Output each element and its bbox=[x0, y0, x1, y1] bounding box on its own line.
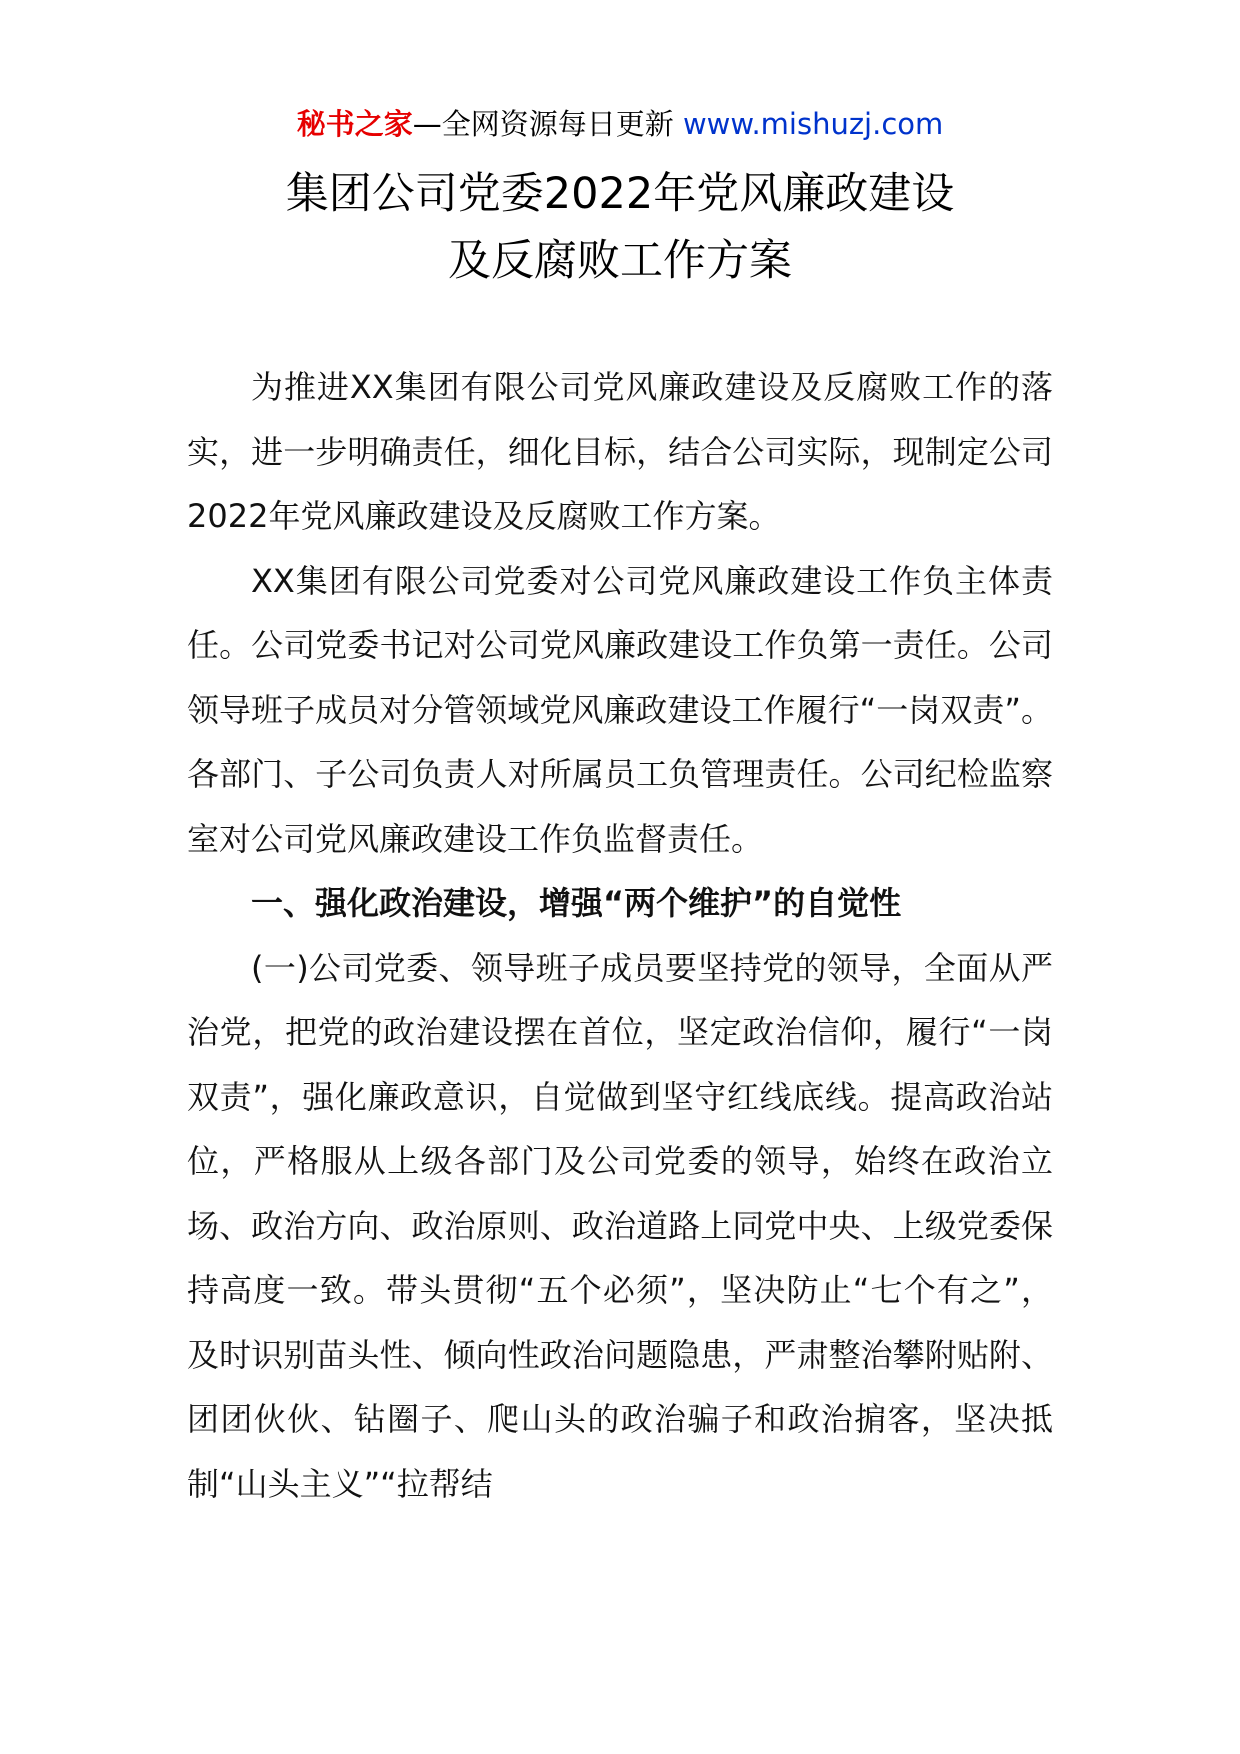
paragraph-section-1-item-1: (一)公司党委、领导班子成员要坚持党的领导，全面从严治党，把党的政治建设摆在首位，坚定政治信仰，履行“一岗双责”，强化廉政意识，自觉做到坚守红线底线。提高政治站位，严格服从上级各部门及公司党委的领导，始终在政治立场、政治方向、政治原则、政治道路上同党中央、上级党委保持高度一致。带头贯彻“五个必须”，坚决防止“七个有之”，及时识别苗头性、倾向性政治问题隐患，严肃整治攀附贴附、团团伙伙、钻圈子、爬山头的政治骗子和政治掮客，坚决抵制“山头主义”“拉帮结 bbox=[187, 948, 1053, 1503]
paragraph-intro: 为推进XX集团有限公司党风廉政建设及反腐败工作的落实，进一步明确责任，细化目标，结合公司实际，现制定公司2022年党风廉政建设及反腐败工作方案。 bbox=[187, 368, 1053, 535]
watermark-header bbox=[0, 104, 1240, 144]
section-heading-1: 一、强化政治建设，增强“两个维护”的自觉性 bbox=[251, 884, 902, 922]
brand-tagline: —全网资源每日更新 bbox=[412, 107, 683, 141]
site-url[interactable]: www.mishuzj.com bbox=[682, 107, 944, 141]
document-title-line-2: 及反腐败工作方案 bbox=[448, 236, 792, 286]
paragraph-responsibility: XX集团有限公司党委对公司党风廉政建设工作负主体责任。公司党委书记对公司党风廉政建设工作负第一责任。公司领导班子成员对分管领域党风廉政建设工作履行“一岗双责”。各部门、子公司负责人对所属员工负管理责任。公司纪检监察室对公司党风廉政建设工作负监督责任。 bbox=[187, 561, 1053, 858]
brand-name: 秘书之家 bbox=[296, 107, 413, 141]
document-title-line-1: 集团公司党委2022年党风廉政建设 bbox=[285, 169, 955, 219]
document-body bbox=[187, 355, 1053, 1516]
